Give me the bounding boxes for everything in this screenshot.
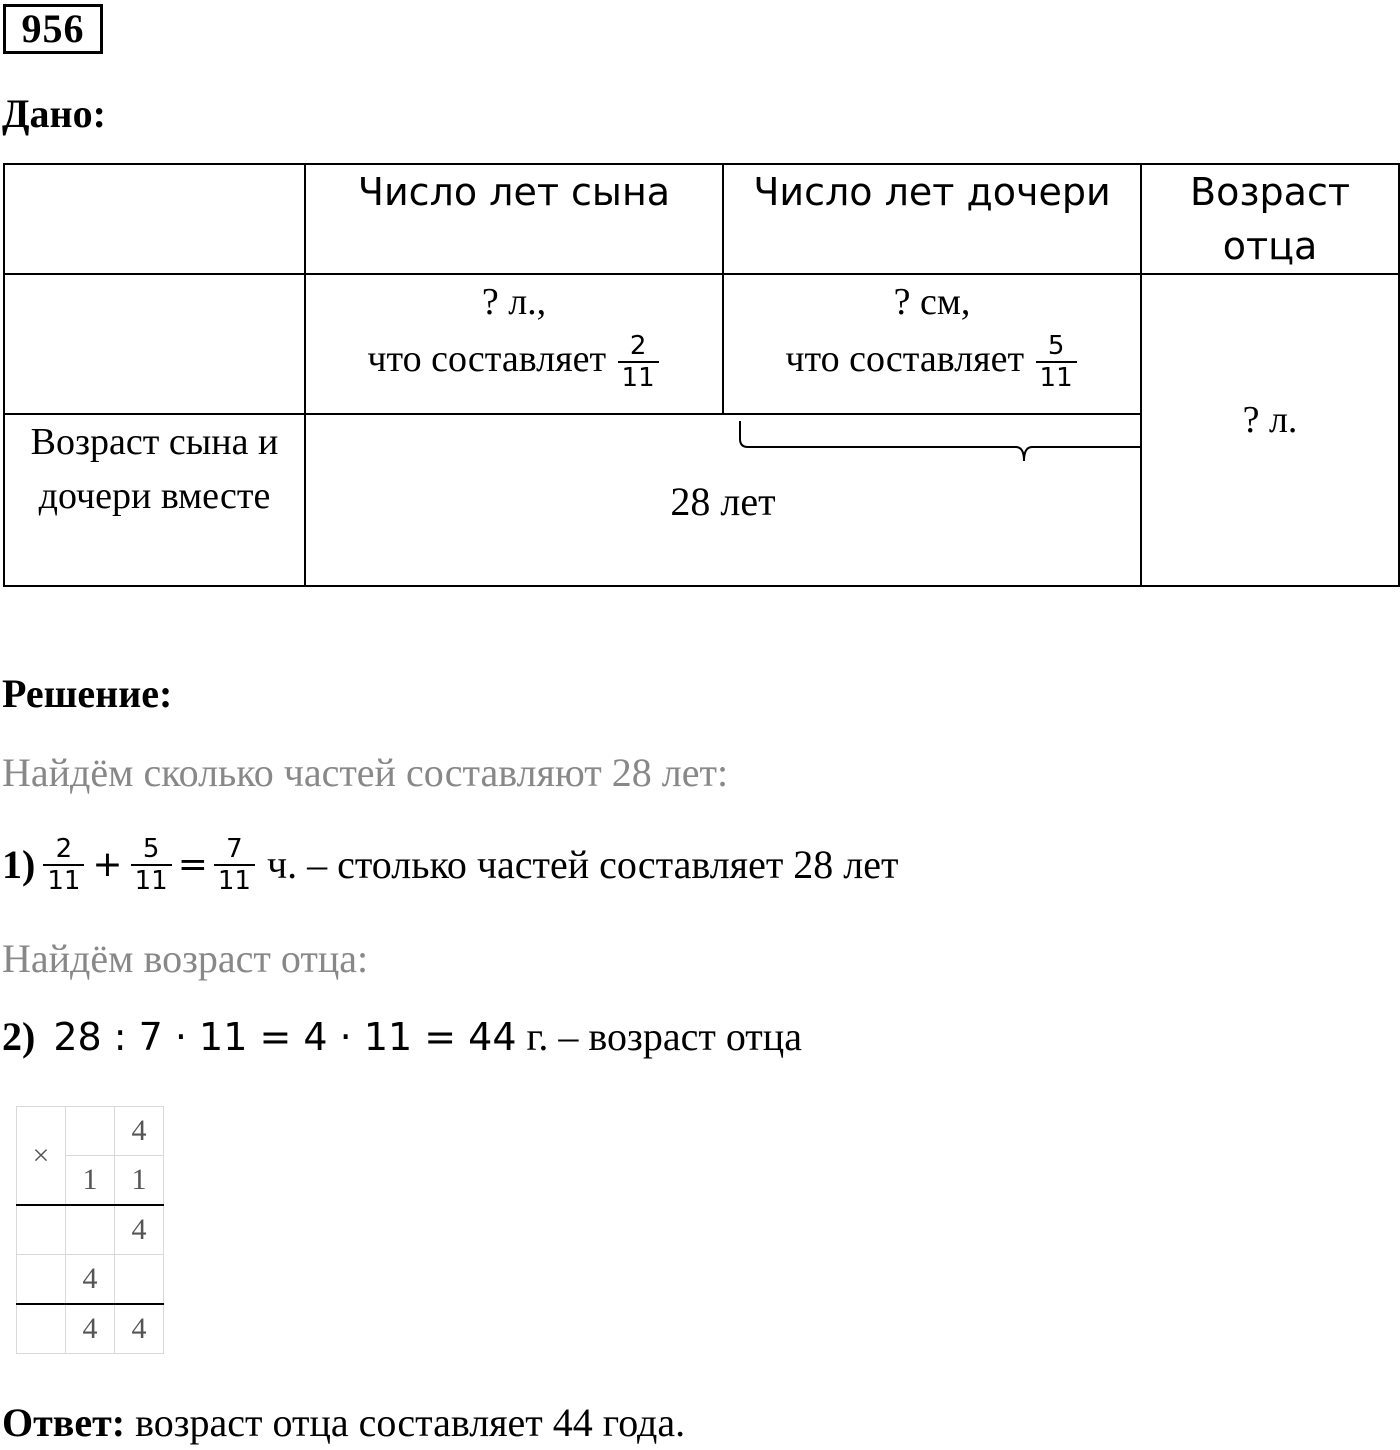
daughter-fraction: $\frac{5}{11}$ bbox=[1036, 331, 1077, 393]
problem-number: 956 bbox=[3, 4, 103, 54]
answer-text: возраст отца составляет 44 года. bbox=[135, 1400, 686, 1445]
grid-cell: 4 bbox=[115, 1205, 164, 1255]
son-value: ? л., bbox=[481, 281, 547, 323]
grid-cell bbox=[17, 1205, 66, 1255]
step-1 bbox=[2, 820, 899, 910]
daughter-value-cell bbox=[723, 274, 1141, 414]
grid-cell: 4 bbox=[115, 1107, 164, 1156]
step-2 bbox=[2, 1012, 802, 1062]
son-value-cell bbox=[305, 274, 723, 414]
step-2-expression: 28 : 7 · 11 = 4 · 11 = 44 bbox=[53, 1015, 517, 1059]
son-fraction: $\frac{2}{11}$ bbox=[618, 331, 659, 393]
grid-cell: 4 bbox=[66, 1255, 115, 1305]
son-fraction-prefix: что составляет bbox=[367, 338, 607, 380]
fraction-2-11: $\frac{2}{11}$ bbox=[43, 834, 84, 896]
grid-cell bbox=[66, 1107, 115, 1156]
step-1-text: ч. – столько частей составляет 28 лет bbox=[266, 842, 899, 887]
step-2-label: 2) bbox=[2, 1014, 36, 1059]
hint-father: Найдём возраст отца: bbox=[2, 936, 369, 981]
son-column-header: Число лет сына bbox=[305, 164, 723, 274]
daughter-value: ? см, bbox=[893, 281, 971, 323]
grid-cell bbox=[66, 1205, 115, 1255]
daughter-fraction-prefix: что составляет bbox=[785, 338, 1025, 380]
total-value: 28 лет bbox=[670, 479, 776, 524]
step-1-label: 1) bbox=[2, 842, 36, 887]
empty-label-cell bbox=[4, 274, 305, 414]
total-cell bbox=[305, 414, 1141, 586]
grid-cell: 4 bbox=[115, 1304, 164, 1354]
answer bbox=[2, 1398, 685, 1448]
plus-sign: + bbox=[92, 844, 123, 885]
given-heading: Дано: bbox=[2, 91, 106, 136]
solution-heading: Решение: bbox=[2, 671, 173, 716]
daughter-column-header: Число лет дочери bbox=[723, 164, 1141, 274]
answer-label: Ответ: bbox=[2, 1400, 126, 1445]
grid-cell bbox=[115, 1255, 164, 1305]
multiplication-grid bbox=[16, 1106, 164, 1354]
given-table bbox=[3, 163, 1400, 587]
grid-cell bbox=[17, 1304, 66, 1354]
multiply-sign: × bbox=[17, 1107, 66, 1206]
row-label-combined-age: Возраст сына и дочери вместе bbox=[4, 414, 305, 586]
fraction-5-11: $\frac{5}{11}$ bbox=[131, 834, 172, 896]
grid-cell: 1 bbox=[66, 1156, 115, 1206]
grid-cell: 4 bbox=[66, 1304, 115, 1354]
grid-cell: 1 bbox=[115, 1156, 164, 1206]
step-2-text: г. – возраст отца bbox=[526, 1014, 802, 1059]
father-value-cell bbox=[1141, 274, 1399, 586]
fraction-7-11: $\frac{7}{11}$ bbox=[214, 834, 255, 896]
father-value: ? л. bbox=[1242, 399, 1298, 441]
equals-sign: = bbox=[177, 844, 208, 885]
grid-cell bbox=[17, 1255, 66, 1305]
hint-parts: Найдём сколько частей составляют 28 лет: bbox=[2, 750, 729, 795]
father-column-header: Возраст отца bbox=[1141, 164, 1399, 274]
brace-icon bbox=[306, 415, 1142, 475]
empty-corner-cell bbox=[4, 164, 305, 274]
